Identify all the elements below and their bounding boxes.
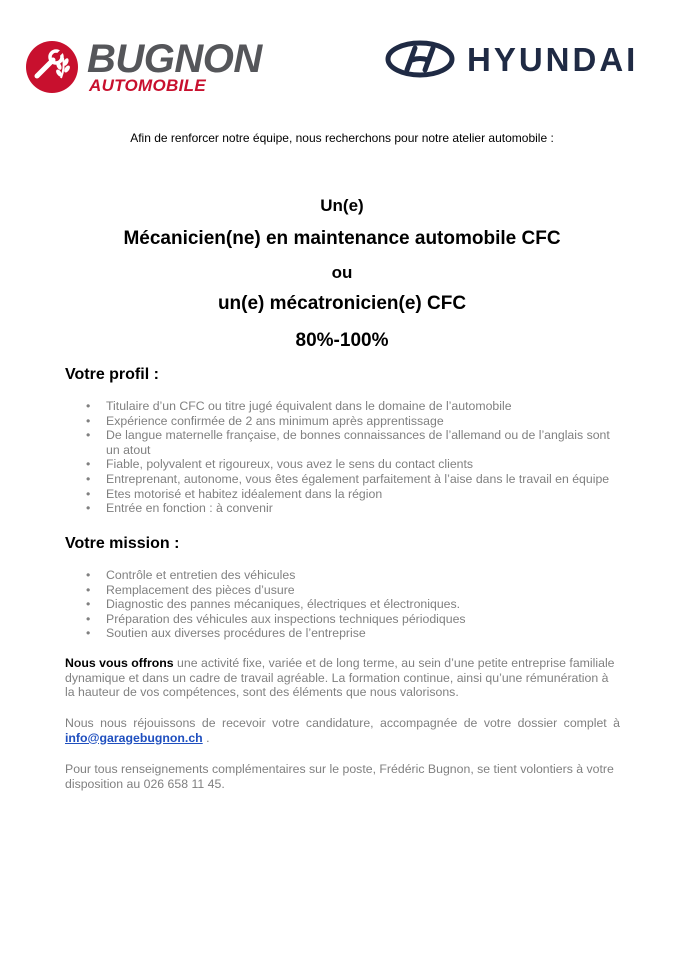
profil-heading: Votre profil : [65, 366, 159, 383]
title-line-3: ou [331, 263, 353, 282]
contact-paragraph: Pour tous renseignements complémentaires sur le poste, Frédéric Bugnon, se tient volontiers à votre disposition au 026 658 11 45. [65, 762, 614, 791]
list-item: • Expérience confirmée de 2 ans minimum après apprentissage [65, 414, 625, 429]
list-item: • Entreprenant, autonome, vous êtes également parfaitement à l’aise dans le travail en équipe [65, 472, 625, 487]
hyundai-wordmark: HYUNDAI [467, 41, 639, 78]
email-link[interactable]: info@garagebugnon.ch [65, 730, 203, 745]
profil-list [65, 399, 625, 516]
offer-paragraph [65, 656, 620, 700]
list-item: • Entrée en fonction : à convenir [65, 501, 625, 516]
intro-text: Afin de renforcer notre équipe, nous recherchons pour notre atelier automobile : [130, 131, 554, 145]
title-line-1: Un(e) [320, 196, 364, 215]
list-item: • Diagnostic des pannes mécaniques, électriques et électroniques. [65, 597, 625, 612]
offer-lead: Nous vous offrons [65, 656, 174, 670]
wrench-wheat-emblem-icon [25, 40, 79, 94]
list-item: • Soutien aux diverses procédures de l’entreprise [65, 626, 625, 641]
title-line-4: un(e) mécatronicien(e) CFC [217, 293, 467, 314]
mission-heading: Votre mission : [65, 535, 180, 552]
title-line-2: Mécanicien(ne) en maintenance automobile CFC [123, 228, 561, 249]
application-text: Nous nous réjouissons de recevoir votre candidature, accompagnée de votre dossier complet à [65, 716, 620, 730]
title-line-5: 80%-100% [295, 330, 389, 351]
list-item: • Contrôle et entretien des véhicules [65, 568, 625, 583]
list-item: • Etes motorisé et habitez idéalement dans la région [65, 487, 625, 502]
list-item: • Titulaire d’un CFC ou titre jugé équivalent dans le domaine de l’automobile [65, 399, 625, 414]
bugnon-logo [25, 36, 295, 98]
hyundai-emblem-icon [385, 40, 455, 78]
hyundai-logo [385, 38, 660, 82]
list-item: • Fiable, polyvalent et rigoureux, vous avez le sens du contact clients [65, 457, 625, 472]
application-paragraph [65, 716, 620, 745]
application-tail: . [202, 730, 210, 745]
offer-text: une activité fixe, variée et de long terme, au sein d’une petite entreprise familiale dynamique et dans un cadre de travail agréable. La formation continue, ainsi qu’une rémunération à la hauteur de vos compétences, sont des éléments que nous valorisons. [65, 656, 615, 700]
list-item: • Remplacement des pièces d’usure [65, 583, 625, 598]
bugnon-wordmark: BUGNON [87, 37, 262, 81]
bugnon-subtitle: AUTOMOBILE [89, 76, 206, 95]
mission-list [65, 568, 625, 641]
list-item: • Préparation des véhicules aux inspections techniques périodiques [65, 612, 625, 627]
list-item: • De langue maternelle française, de bonnes connaissances de l’allemand ou de l’anglais sont un atout [65, 428, 625, 457]
